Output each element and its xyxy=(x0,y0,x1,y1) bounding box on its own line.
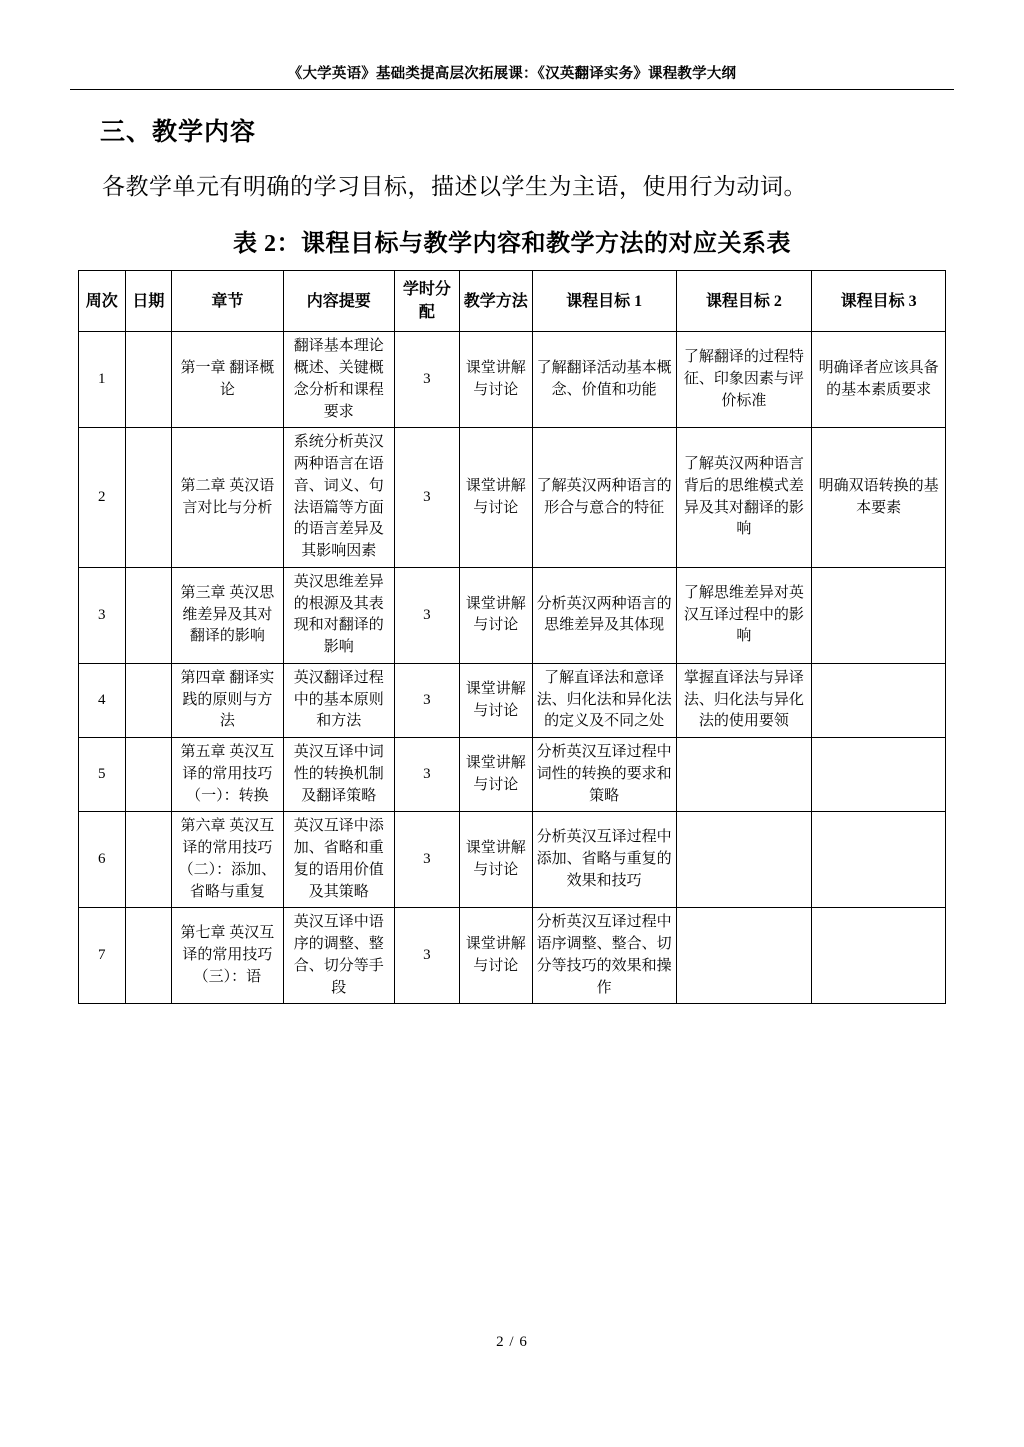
cell-content: 英汉互译中词性的转换机制及翻译策略 xyxy=(283,738,394,812)
cell-content: 英汉翻译过程中的基本原则和方法 xyxy=(283,663,394,737)
cell-week: 6 xyxy=(79,812,126,908)
cell-chapter: 第三章 英汉思维差异及其对翻译的影响 xyxy=(172,567,283,663)
cell-hours: 3 xyxy=(394,908,459,1004)
cell-goal-2: 了解翻译的过程特征、印象因素与评价标准 xyxy=(676,332,812,428)
cell-goal-3: 明确译者应该具备的基本素质要求 xyxy=(812,332,946,428)
cell-goal-3 xyxy=(812,738,946,812)
table-row xyxy=(79,812,946,908)
column-header-goal-1: 课程目标 1 xyxy=(532,271,676,332)
cell-content: 翻译基本理论概述、关键概念分析和课程要求 xyxy=(283,332,394,428)
cell-date xyxy=(125,428,172,568)
column-header-hours: 学时分配 xyxy=(394,271,459,332)
cell-week: 5 xyxy=(79,738,126,812)
cell-goal-2 xyxy=(676,738,812,812)
cell-week: 3 xyxy=(79,567,126,663)
cell-goal-1: 了解英汉两种语言的形合与意合的特征 xyxy=(532,428,676,568)
cell-chapter: 第五章 英汉互译的常用技巧（一）：转换 xyxy=(172,738,283,812)
cell-content: 系统分析英汉两种语言在语音、词义、句法语篇等方面的语言差异及其影响因素 xyxy=(283,428,394,568)
cell-goal-2 xyxy=(676,908,812,1004)
section-intro-text: 各教学单元有明确的学习目标，描述以学生为主语，使用行为动词。 xyxy=(102,174,807,199)
cell-week: 2 xyxy=(79,428,126,568)
cell-method: 课堂讲解与讨论 xyxy=(459,908,532,1004)
cell-chapter: 第六章 英汉互译的常用技巧（二）：添加、省略与重复 xyxy=(172,812,283,908)
cell-method: 课堂讲解与讨论 xyxy=(459,663,532,737)
cell-hours: 3 xyxy=(394,663,459,737)
cell-date xyxy=(125,812,172,908)
cell-date xyxy=(125,663,172,737)
page-number: 2 / 6 xyxy=(496,1334,528,1350)
running-head: 《大学英语》基础类提高层次拓展课：《汉英翻译实务》课程教学大纲 xyxy=(287,66,737,82)
cell-hours: 3 xyxy=(394,812,459,908)
cell-goal-2: 掌握直译法与异译法、归化法与异化法的使用要领 xyxy=(676,663,812,737)
cell-goal-1: 了解翻译活动基本概念、价值和功能 xyxy=(532,332,676,428)
cell-hours: 3 xyxy=(394,332,459,428)
cell-week: 7 xyxy=(79,908,126,1004)
table-row xyxy=(79,663,946,737)
cell-week: 4 xyxy=(79,663,126,737)
column-header-goal-2: 课程目标 2 xyxy=(676,271,812,332)
cell-date xyxy=(125,332,172,428)
column-header-week: 周次 xyxy=(79,271,126,332)
column-header-goal-3: 课程目标 3 xyxy=(812,271,946,332)
cell-hours: 3 xyxy=(394,567,459,663)
cell-goal-1: 了解直译法和意译法、归化法和异化法的定义及不同之处 xyxy=(532,663,676,737)
column-header-chapter: 章节 xyxy=(172,271,283,332)
cell-goal-3 xyxy=(812,908,946,1004)
cell-method: 课堂讲解与讨论 xyxy=(459,332,532,428)
cell-goal-3: 明确双语转换的基本要素 xyxy=(812,428,946,568)
cell-week: 1 xyxy=(79,332,126,428)
cell-goal-3 xyxy=(812,812,946,908)
table-row xyxy=(79,567,946,663)
cell-goal-2: 了解英汉两种语言背后的思维模式差异及其对翻译的影响 xyxy=(676,428,812,568)
cell-goal-2: 了解思维差异对英汉互译过程中的影响 xyxy=(676,567,812,663)
cell-chapter: 第二章 英汉语言对比与分析 xyxy=(172,428,283,568)
table-row xyxy=(79,908,946,1004)
cell-chapter: 第七章 英汉互译的常用技巧（三）：语 xyxy=(172,908,283,1004)
cell-goal-1: 分析英汉互译过程中语序调整、整合、切分等技巧的效果和操作 xyxy=(532,908,676,1004)
cell-goal-1: 分析英汉互译过程中添加、省略与重复的效果和技巧 xyxy=(532,812,676,908)
table-row xyxy=(79,428,946,568)
table-caption: 表 2：课程目标与教学内容和教学方法的对应关系表 xyxy=(233,231,791,257)
table-row xyxy=(79,332,946,428)
cell-content: 英汉思维差异的根源及其表现和对翻译的影响 xyxy=(283,567,394,663)
cell-chapter: 第四章 翻译实践的原则与方法 xyxy=(172,663,283,737)
cell-goal-2 xyxy=(676,812,812,908)
cell-chapter: 第一章 翻译概论 xyxy=(172,332,283,428)
cell-goal-1: 分析英汉两种语言的思维差异及其体现 xyxy=(532,567,676,663)
section-heading: 三、教学内容 xyxy=(100,119,257,146)
cell-date xyxy=(125,567,172,663)
cell-hours: 3 xyxy=(394,738,459,812)
column-header-method: 教学方法 xyxy=(459,271,532,332)
cell-content: 英汉互译中语序的调整、整合、切分等手段 xyxy=(283,908,394,1004)
cell-method: 课堂讲解与讨论 xyxy=(459,567,532,663)
table-header-row xyxy=(79,271,946,332)
column-header-content: 内容提要 xyxy=(283,271,394,332)
cell-hours: 3 xyxy=(394,428,459,568)
cell-method: 课堂讲解与讨论 xyxy=(459,812,532,908)
column-header-date: 日期 xyxy=(125,271,172,332)
table-row xyxy=(79,738,946,812)
header-divider xyxy=(70,89,954,90)
cell-goal-1: 分析英汉互译过程中词性的转换的要求和策略 xyxy=(532,738,676,812)
cell-content: 英汉互译中添加、省略和重复的语用价值及其策略 xyxy=(283,812,394,908)
cell-method: 课堂讲解与讨论 xyxy=(459,428,532,568)
cell-goal-3 xyxy=(812,567,946,663)
cell-method: 课堂讲解与讨论 xyxy=(459,738,532,812)
cell-date xyxy=(125,738,172,812)
course-objectives-table xyxy=(78,270,946,1004)
cell-goal-3 xyxy=(812,663,946,737)
cell-date xyxy=(125,908,172,1004)
